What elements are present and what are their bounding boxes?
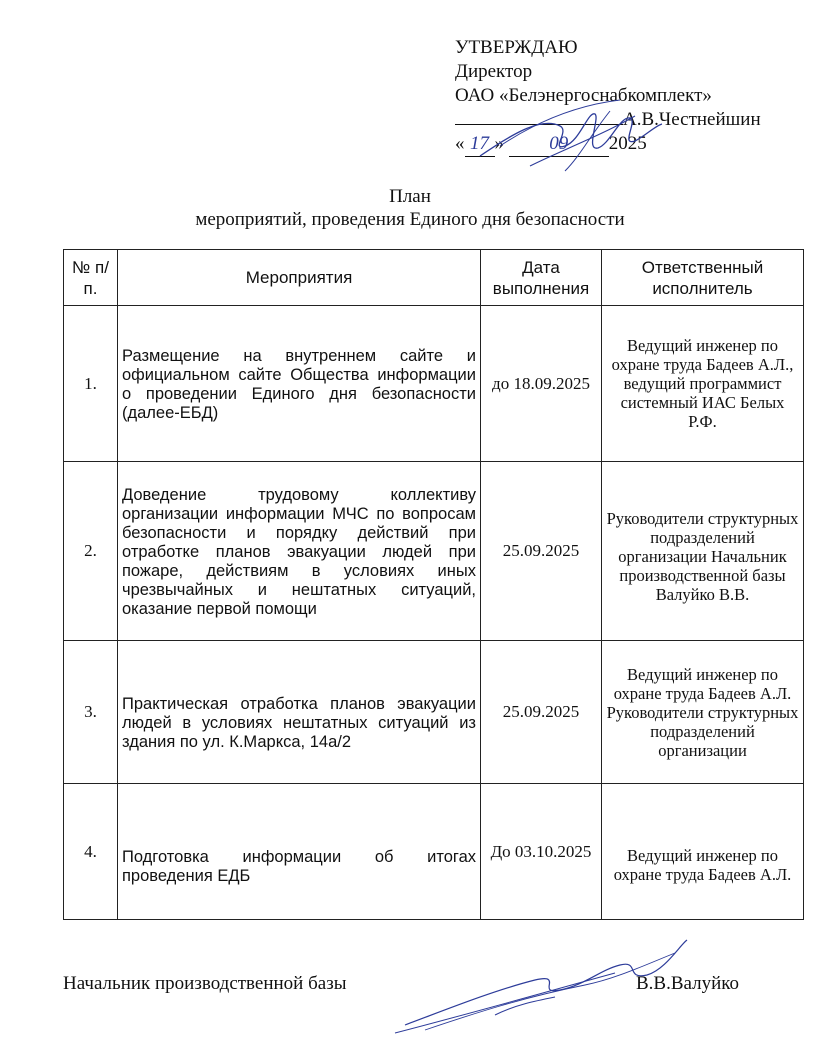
row-date: До 03.10.2025 xyxy=(481,784,602,920)
row-task-text: Размещение на внутреннем сайте и официальном сайте Общества информации о проведении Единого дня безопасности (далее-ЕБД) xyxy=(122,346,476,422)
row-task xyxy=(118,641,481,784)
row-task xyxy=(118,784,481,920)
table-row xyxy=(64,641,804,784)
row-num: 4. xyxy=(64,784,118,920)
footer-position: Начальник производственной базы xyxy=(63,973,347,994)
row-responsible: Ведущий инженер по охране труда Бадеев А.Л., ведущий программист системный ИАС Белых Р.Ф. xyxy=(602,306,804,462)
row-date: 25.09.2025 xyxy=(481,462,602,641)
header-responsible: Ответственный исполнитель xyxy=(602,250,804,306)
plan-title: План xyxy=(389,186,431,207)
row-date: до 18.09.2025 xyxy=(481,306,602,462)
table-row xyxy=(64,784,804,920)
table-row xyxy=(64,306,804,462)
row-num: 1. xyxy=(64,306,118,462)
approver-position: Директор xyxy=(455,61,533,82)
date-open-quote: « xyxy=(455,133,465,154)
row-responsible xyxy=(602,784,804,920)
row-num: 2. xyxy=(64,462,118,641)
date-day: 17 xyxy=(465,132,495,157)
row-responsible: Ведущий инженер по охране труда Бадеев А.Л. Руководители структурных подразделений организации xyxy=(602,641,804,784)
table-row xyxy=(64,462,804,641)
row-task xyxy=(118,462,481,641)
row-responsible-text: Ведущий инженер по охране труда Бадеев А.Л. xyxy=(613,845,792,884)
header-task: Мероприятия xyxy=(118,250,481,306)
header-num: № п/п. xyxy=(64,250,118,306)
row-task-text: Практическая отработка планов эвакуации людей в условиях нештатных ситуаций из здания по ул. К.Маркса, 14а/2 xyxy=(122,694,476,751)
date-month: 09 xyxy=(509,132,609,157)
plan-subtitle: мероприятий, проведения Единого дня безопасности xyxy=(195,209,625,230)
footer-name: В.В.Валуйко xyxy=(636,973,740,994)
approve-label: УТВЕРЖДАЮ xyxy=(455,37,578,58)
row-date: 25.09.2025 xyxy=(481,641,602,784)
row-responsible xyxy=(602,462,804,641)
approver-name: А.В.Честнейшин xyxy=(623,109,761,130)
row-task xyxy=(118,306,481,462)
row-task-text: Доведение трудовому коллективу организации информации МЧС по вопросам безопасности и порядку действий при отработке планов эвакуации людей при пожаре, действиям в условиях иных чрезвычайных и нештатных ситуаций, оказание первой помощи xyxy=(122,485,476,618)
row-task-text: Подготовка информации об итогах проведения ЕДБ xyxy=(122,847,476,885)
row-responsible-text: Руководители структурных подразделений организации Начальник производственной базы Валуйко В.В. xyxy=(606,508,799,604)
director-signature xyxy=(470,96,670,186)
approver-organization: ОАО «Белэнергоснабкомплект» xyxy=(455,85,712,106)
head-of-base-signature xyxy=(385,935,695,1035)
plan-table xyxy=(63,249,804,920)
date-close-quote: » xyxy=(494,133,504,154)
table-header-row xyxy=(64,250,804,306)
header-date: Дата выполнения xyxy=(481,250,602,306)
row-num: 3. xyxy=(64,641,118,784)
date-year: 2025 xyxy=(608,133,647,154)
